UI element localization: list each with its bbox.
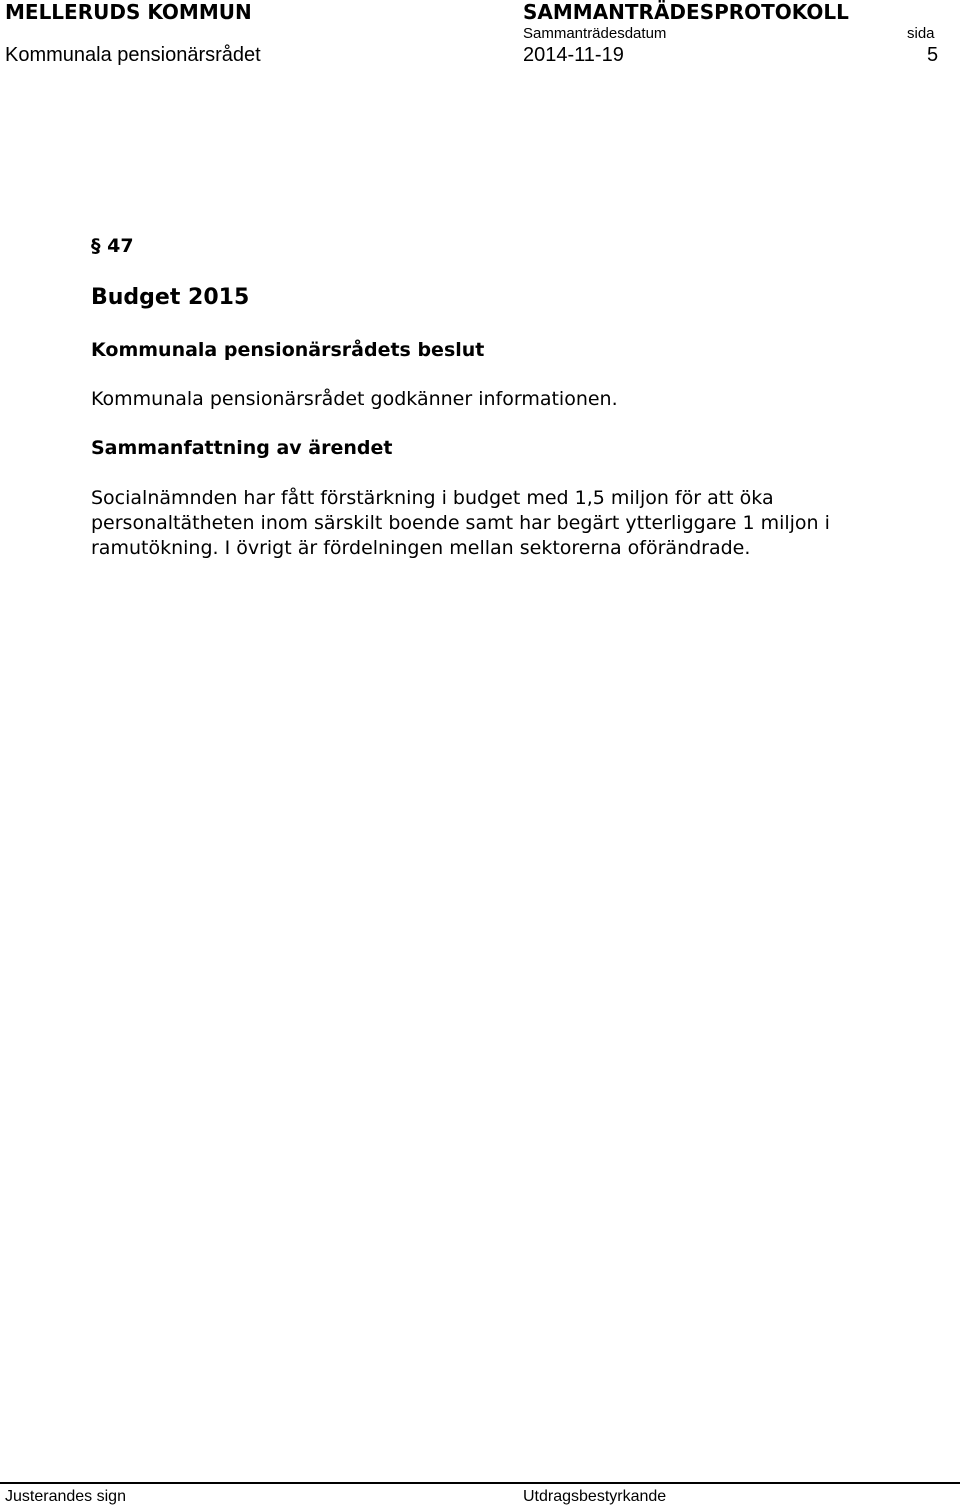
footer-divider — [0, 1482, 960, 1484]
meeting-date: 2014-11-19 — [523, 44, 624, 66]
summary-heading: Sammanfattning av ärendet — [91, 437, 393, 459]
summary-text — [91, 486, 911, 561]
paragraph-number: § 47 — [91, 235, 134, 257]
organization-name: MELLERUDS KOMMUN — [5, 0, 252, 24]
meeting-date-label: Sammanträdesdatum — [523, 25, 667, 42]
decision-text: Kommunala pensionärsrådet godkänner informationen. — [91, 388, 618, 410]
summary-line: ramutökning. I övrigt är fördelningen mellan sektorerna oförändrade. — [91, 537, 751, 559]
signer-label: Justerandes sign — [5, 1488, 126, 1505]
page-label: sida — [907, 25, 935, 42]
document-type: SAMMANTRÄDESPROTOKOLL — [523, 0, 849, 24]
summary-line: personaltätheten inom särskilt boende samt har begärt ytterliggare 1 miljon i — [91, 512, 830, 534]
body-name: Kommunala pensionärsrådet — [5, 44, 261, 66]
page-number: 5 — [927, 44, 939, 66]
section-title: Budget 2015 — [91, 285, 250, 310]
summary-line: Socialnämnden har fått förstärkning i budget med 1,5 miljon för att öka — [91, 487, 774, 509]
decision-heading: Kommunala pensionärsrådets beslut — [91, 339, 485, 361]
extract-label: Utdragsbestyrkande — [523, 1488, 667, 1505]
